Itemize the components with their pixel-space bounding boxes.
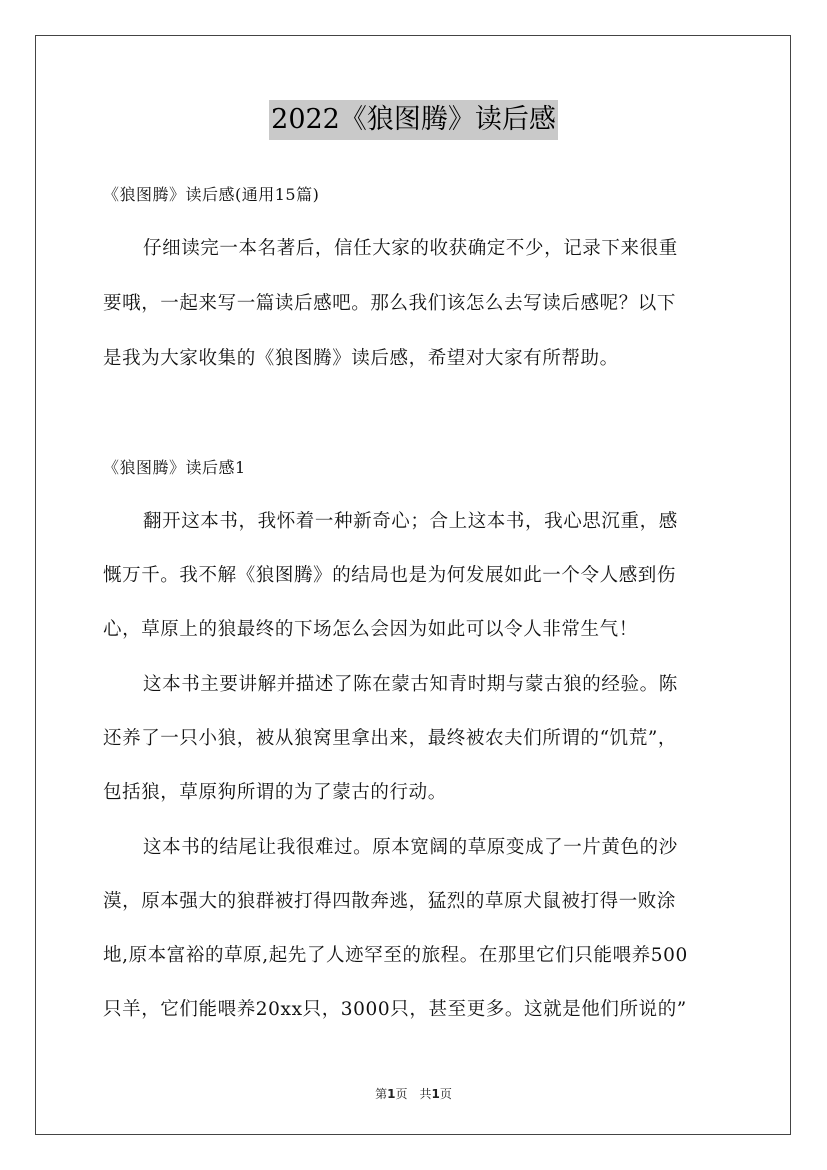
document-subtitle: 《狼图腾》读后感(通用15篇): [103, 185, 320, 204]
page-footer: [0, 1085, 827, 1102]
paragraph2-line-1: 这本书主要讲解并描述了陈在蒙古知青时期与蒙古狼的经验。陈: [143, 674, 678, 695]
footer-prefix: 第: [375, 1087, 388, 1101]
intro-line-1: 仔细读完一本名著后，信任大家的收获确定不少，记录下来很重: [143, 238, 678, 259]
footer-total-pages: 1: [431, 1087, 440, 1101]
paragraph3-line-3: 地,原本富裕的草原,起先了人迹罕至的旅程。在那里它们只能喂养500: [103, 945, 688, 966]
paragraph1-line-2: 慨万千。我不解《狼图腾》的结局也是为何发展如此一个令人感到伤: [103, 565, 677, 586]
paragraph2-line-3: 包括狼，草原狗所谓的为了蒙古的行动。: [103, 782, 447, 803]
intro-line-2: 要哦，一起来写一篇读后感吧。那么我们该怎么去写读后感呢？以下: [103, 293, 677, 314]
intro-line-3: 是我为大家收集的《狼图腾》读后感，希望对大家有所帮助。: [103, 348, 619, 369]
paragraph1-line-1: 翻开这本书，我怀着一种新奇心；合上这本书，我心思沉重，感: [143, 511, 678, 532]
paragraph3-line-1: 这本书的结尾让我很难过。原本宽阔的草原变成了一片黄色的沙: [143, 837, 678, 858]
paragraph2-line-2: 还养了一只小狼，被从狼窝里拿出来，最终被农夫们所谓的“饥荒”，: [103, 728, 678, 749]
paragraph3-line-4: 只羊，它们能喂养20xx只，3000只，甚至更多。这就是他们所说的”: [103, 999, 687, 1020]
paragraph3-line-2: 漠，原本强大的狼群被打得四散奔逃，猛烈的草原犬鼠被打得一败涂: [103, 891, 677, 912]
footer-suffix: 页: [439, 1087, 452, 1101]
document-title: 2022《狼图腾》读后感: [269, 100, 558, 140]
title-container: [0, 100, 827, 140]
paragraph1-line-3: 心，草原上的狼最终的下场怎么会因为如此可以令人非常生气！: [103, 619, 638, 640]
footer-mid: 页 共: [395, 1087, 432, 1101]
section-heading: 《狼图腾》读后感1: [103, 458, 246, 477]
footer-page-number: 1: [387, 1087, 396, 1101]
